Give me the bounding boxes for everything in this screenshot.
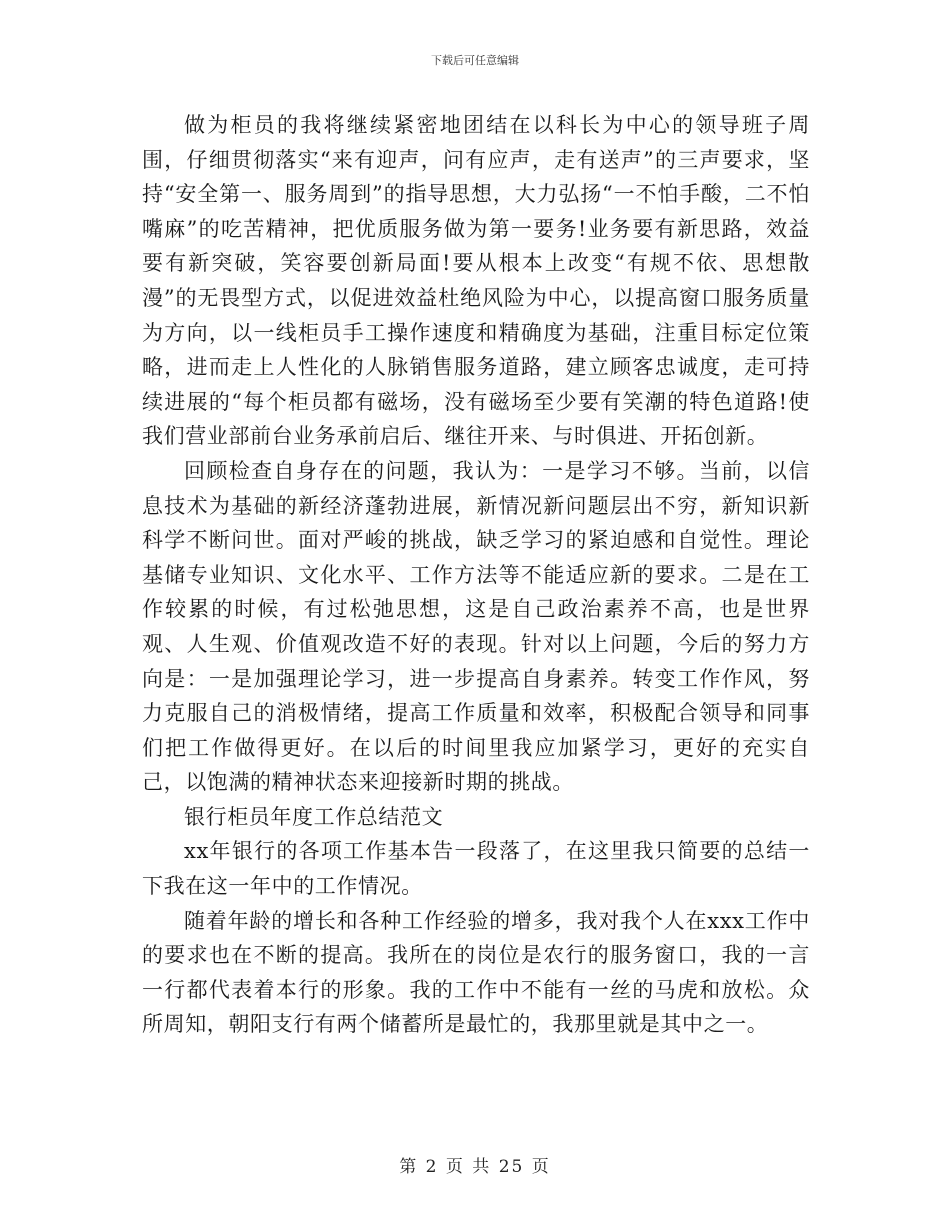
paragraph: xx年银行的各项工作基本告一段落了，在这里我只简要的总结一下我在这一年中的工作情况。 [142, 839, 810, 899]
paragraph: 随着年龄的增长和各种工作经验的增多，我对我个人在xxx工作中的要求也在不断的提高。我所在的岗位是农行的服务窗口，我的一言一行都代表着本行的形象。我的工作中不能有一丝的马虎和放松。众所周知，朝阳支行有两个储蓄所是最忙的，我那里就是其中之一。 [142, 908, 810, 1037]
section-title: 银行柜员年度工作总结范文 [184, 804, 444, 829]
page-header: 下载后可任意编辑 [431, 54, 519, 67]
paragraph: 做为柜员的我将继续紧密地团结在以科长为中心的领导班子周围，仔细贯彻落实“来有迎声，问有应声，走有送声”的三声要求，坚持“安全第一、服务周到”的指导思想，大力弘扬“一不怕手酸，二不怕嘴麻”的吃苦精神，把优质服务做为第一要务!业务要有新思路，效益要有新突破，笑容要创新局面!要从根本上改变“有规不依、思想散漫”的无畏型方式，以促进效益杜绝风险为中心，以提高窗口服务质量为方向，以一线柜员手工操作速度和精确度为基础，注重目标定位策略，进而走上人性化的人脉销售服务道路，建立顾客忠诚度，走可持续进展的“每个柜员都有磁场，没有磁场至少要有笑潮的特色道路!使我们营业部前台业务承前启后、继往开来、与时俱进、开拓创新。 [142, 113, 810, 449]
page-footer: 第 2 页 共 25 页 [399, 1157, 551, 1177]
document-body [142, 108, 810, 1042]
paragraph: 回顾检查自身存在的问题，我认为：一是学习不够。当前，以信息技术为基础的新经济蓬勃进展，新情况新问题层出不穷，新知识新科学不断问世。面对严峻的挑战，缺乏学习的紧迫感和自觉性。理论基储专业知识、文化水平、工作方法等不能适应新的要求。二是在工作较累的时候，有过松弛思想，这是自己政治素养不高，也是世界观、人生观、价值观改造不好的表现。针对以上问题，今后的努力方向是：一是加强理论学习，进一步提高自身素养。转变工作作风，努力克服自己的消极情绪，提高工作质量和效率，积极配合领导和同事们把工作做得更好。在以后的时间里我应加紧学习，更好的充实自己，以饱满的精神状态来迎接新时期的挑战。 [142, 458, 810, 795]
